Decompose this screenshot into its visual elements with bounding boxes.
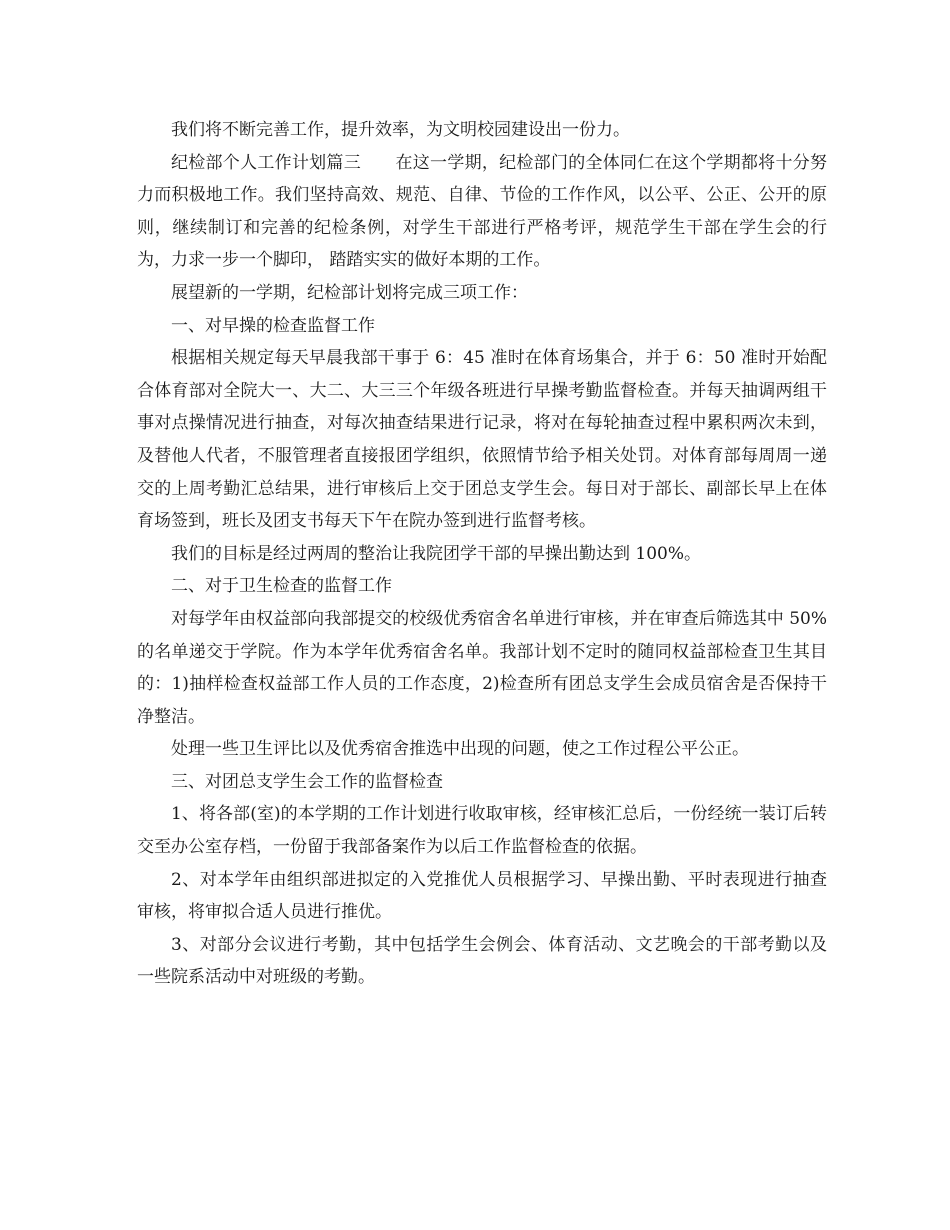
section-heading: 二、对于卫生检查的监督工作 (171, 576, 392, 597)
document-body (137, 114, 827, 994)
list-item: 3、对部分会议进行考勤，其中包括学生会例会、体育活动、文艺晚会的干部考勤以及一些院系活动中对班级的考勤。 (137, 934, 827, 988)
section-heading: 三、对团总支学生会工作的监督检查 (171, 771, 443, 792)
list-item: 1、将各部(室)的本学期的工作计划进行收取审核，经审核汇总后，一份经统一装订后转交至办公室存档，一份留于我部备案作为以后工作监督检查的依据。 (137, 804, 827, 858)
paragraph: 展望新的一学期，纪检部计划将完成三项工作： (171, 282, 528, 303)
paragraph: 纪检部个人工作计划篇三 在这一学期，纪检部门的全体同仁在这个学期都将十分努力而积极地工作。我们坚持高效、规范、自律、节俭的工作作风，以公平、公正、公开的原则，继续制订和完善的纪检条例，对学生干部进行严格考评，规范学生干部在学生会的行为，力求一步一个脚印， 踏踏实实的做好本期的工作。 (137, 152, 827, 271)
paragraph: 根据相关规定每天早晨我部干事于 6：45 准时在体育场集合，并于 6：50 准时开始配合体育部对全院大一、大二、大三三个年级各班进行早操考勤监督检查。并每天抽调两组干事对点操情况进行抽查，对每次抽查结果进行记录，将对在每轮抽查过程中累积两次未到，及替他人代者，不服管理者直接报团学组织，依照情节给予相关处罚。对体育部每周周一递交的上周考勤汇总结果，进行审核后上交于团总支学生会。每日对于部长、副部长早上在体育场签到，班长及团支书每天下午在院办签到进行监督考核。 (137, 348, 827, 532)
section-heading: 一、对早操的检查监督工作 (171, 315, 375, 336)
paragraph: 我们将不断完善工作，提升效率，为文明校园建设出一份力。 (171, 120, 630, 140)
paragraph: 处理一些卫生评比以及优秀宿舍推选中出现的问题，使之工作过程公平公正。 (171, 739, 749, 760)
paragraph: 我们的目标是经过两周的整治让我院团学干部的早操出勤达到 100%。 (171, 543, 702, 564)
list-item: 2、对本学年由组织部进拟定的入党推优人员根据学习、早操出勤、平时表现进行抽查审核，将审拟合适人员进行推优。 (137, 869, 827, 923)
paragraph: 对每学年由权益部向我部提交的校级优秀宿舍名单进行审核，并在审查后筛选其中 50%的名单递交于学院。作为本学年优秀宿舍名单。我部计划不定时的随同权益部检查卫生其目的：1)抽样检查权益部工作人员的工作态度，2)检查所有团总支学生会成员宿舍是否保持干净整洁。 (137, 608, 827, 727)
